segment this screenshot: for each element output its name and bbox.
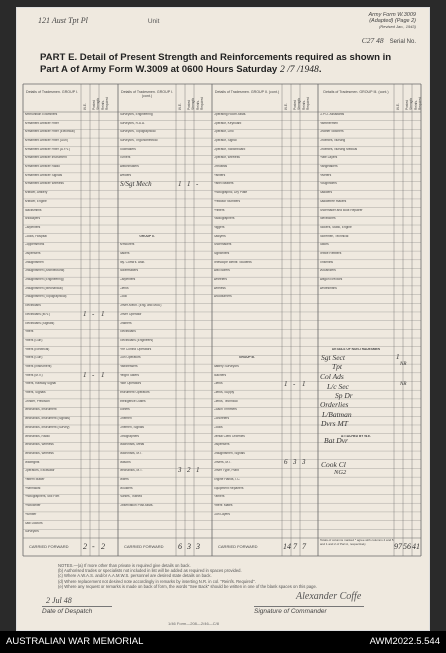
hand-cf1-reinf: 2 <box>101 542 105 551</box>
hand-drv-posted: 3 <box>293 457 297 466</box>
row-label: Equipment Repairers <box>213 486 244 490</box>
row-label: Storemen, Technical <box>319 234 349 238</box>
row-label: Coach Trimmers <box>213 408 237 412</box>
row-label: Linemen <box>119 417 132 421</box>
row-label: Mechanics, Wireless <box>24 451 54 455</box>
row-label: Orderlies, Nursing Medical <box>319 147 358 151</box>
subcolumn-header: Reinfs. Required <box>414 97 422 110</box>
row-label: Mechanics, Radio <box>24 434 50 438</box>
row-label: Observation Post Assts. <box>119 504 154 508</box>
row-label: Electricians <box>24 304 41 308</box>
row-label: Surveyors, Topographical <box>119 130 156 134</box>
row-label: Operator, Lino <box>213 130 234 134</box>
hand-cf1-we: 2 <box>83 542 87 551</box>
row-label: Riggers <box>213 225 225 229</box>
row-label: Plate Layers <box>319 156 338 160</box>
row-label: Gun Operators <box>119 356 141 360</box>
subcolumn-header: Posted Strength <box>405 97 413 110</box>
row-label: Fitters, Signals <box>24 391 46 395</box>
row-label: Saw Doctors <box>24 521 43 525</box>
row-label: Gun Layers <box>213 512 230 516</box>
subcolumn-header: Reinfs. Required <box>302 97 310 110</box>
row-label: Photographers, Still Film <box>24 495 60 499</box>
hand-cf3-reinf: 7 <box>302 542 306 551</box>
row-label: Cook <box>119 295 127 299</box>
hand-nr-1: NR <box>400 362 407 368</box>
row-label: Operator, Signal <box>213 138 237 142</box>
row-label: Armament Artificer Signals <box>24 173 63 177</box>
row-label: Hide Operators <box>119 382 142 386</box>
column-header-2: Details of Tradesmen. GROUP I. (cont.) <box>120 90 174 99</box>
serial-value: C27 48 <box>361 36 384 45</box>
row-label: Cooks, Hospital <box>24 234 47 238</box>
row-label: Turners <box>119 156 131 160</box>
hand-grp2-posted: 2 <box>187 466 191 475</box>
row-label: Fitters, Railway Signal <box>24 382 57 386</box>
row-label: Millwrights <box>24 460 40 464</box>
row-label: Mechanics, Instrument (Survey) <box>24 425 70 429</box>
serial-label: Serial No. <box>389 39 416 45</box>
row-label: Armament Artificer Radio <box>24 165 60 169</box>
row-label: Driver-Mech. (Eng. and Mod.) <box>119 304 162 308</box>
hand-clerk-posted: - <box>293 379 296 388</box>
form-ref-line-3: (Revised Jan., 1943) <box>379 24 416 29</box>
hand-elec-we: 1 <box>83 309 87 318</box>
row-label: Armament Artificer Fitter (Gun) <box>24 138 68 142</box>
row-label: Roughriders <box>319 182 337 186</box>
row-label: Bty. Comd's. Asst. <box>119 260 146 264</box>
hand-mech-label: S/Sgt Mech <box>120 179 152 188</box>
row-label: Artificer, Engine <box>24 199 47 203</box>
row-label: Electricians <box>119 330 136 334</box>
carried-forward-label: CARRIED FORWARD <box>29 544 69 549</box>
row-label: Clerks <box>119 286 129 290</box>
row-label: Clerks, Supply <box>213 391 235 395</box>
column-header-4: Details of Tradesmen. GROUP III. (cont.) <box>323 90 389 94</box>
row-label: Electricians (M.V.) <box>24 312 51 316</box>
row-label: Fire Control Operators <box>119 347 152 351</box>
row-label: Mechanics, M.T. <box>119 469 143 473</box>
hand-total-reinf: 41 <box>412 542 420 551</box>
row-label: Signwriters <box>213 252 230 255</box>
caption-left: AUSTRALIAN WAR MEMORIAL <box>6 636 144 647</box>
row-label: Textile Refitters <box>319 252 342 255</box>
row-label: Armourers <box>119 243 135 247</box>
hand-cf1-posted: - <box>92 542 95 551</box>
totals-note: Totals of columns marked * agree with columns 4 and 5 and 1 and 2 of Part A, respectively <box>320 539 394 546</box>
row-label: Masons <box>119 460 131 464</box>
row-label: Lithographers <box>119 434 139 438</box>
hand-nt-2: Tpt <box>332 362 343 372</box>
row-label: Engine Hands, I.C. <box>213 478 241 482</box>
hand-drv-reinf: 3 <box>302 457 306 466</box>
row-label: Radiographers <box>213 217 235 221</box>
row-label: Mechanics, Instrument (Signals) <box>24 417 71 421</box>
row-label: Pharmacist <box>24 486 41 490</box>
note-e: (e) Where any request or remarks is made on back of form, the words "See Back" should be written in one of the blank spaces on this page. <box>58 583 318 589</box>
row-label: Clerks, Technical <box>213 399 238 403</box>
row-label: Rangetakers <box>319 165 338 169</box>
row-label: Electricians (Signals) <box>24 321 55 325</box>
subcolumn-header: W.E. <box>396 103 400 110</box>
row-label: Photographic, Dry Plate <box>213 191 248 195</box>
row-label: Hairdressers <box>119 365 138 369</box>
row-label: Intelligence Duties <box>119 399 146 403</box>
row-label: Draughtsmen (Engineering) <box>24 278 64 282</box>
form-ref-line-1: Army Form W.3009 <box>368 12 416 18</box>
row-label: Fitters' Mates <box>213 504 233 508</box>
subcolumn-header: Posted Strength <box>187 97 195 110</box>
row-label: Hammermen <box>319 121 338 125</box>
hand-total-we: 97 <box>394 542 402 551</box>
row-label: Toolmakers <box>119 147 136 151</box>
row-label: Armament Artificer Fitter (Electrical) <box>24 130 75 134</box>
note-a: NOTES.—(a) If more other than private is required give details on back. <box>58 563 191 568</box>
row-label: Bakers <box>119 252 130 255</box>
row-label: Saddletree makers <box>319 199 347 203</box>
row-label: Draughtsmen (Mechanical) <box>24 286 63 290</box>
row-label: Armament Artificer Fitter <box>24 121 59 125</box>
hand-nt-5: Sp Dr <box>335 391 353 401</box>
row-label: Electricians (Engineers) <box>119 338 154 342</box>
row-label: Riveters <box>319 173 332 177</box>
hand-mech-reinf: - <box>196 179 199 188</box>
row-label: Stokers, Static, Engine <box>319 225 352 229</box>
row-label: Butchers <box>213 373 227 377</box>
row-label: Draughtsmen (Topographical) <box>24 295 67 299</box>
row-label: Wireless <box>213 286 226 290</box>
row-label: Armament Artificer Wireless <box>24 182 64 186</box>
row-label: Dispensers <box>213 443 230 447</box>
hand-cf3-we: 14 <box>283 542 291 551</box>
row-label: Battery Surveyors <box>213 365 239 369</box>
row-label: Leather Stitchers <box>319 130 344 134</box>
subcolumn-header: Posted Strength <box>92 97 100 110</box>
row-label: GROUP II. <box>139 234 155 238</box>
row-label: Fitters <box>24 330 34 334</box>
subcolumn-header: Reinfs. Required <box>196 97 204 110</box>
row-label: Cooks <box>213 425 223 429</box>
signature-label: Signature of Commander <box>254 606 364 615</box>
title-date: 2 /7 /1948 <box>279 64 319 75</box>
column-header-3: Details of Tradesmen. GROUP II. (cont.) <box>214 90 280 94</box>
row-label: G.P.O. Assistants <box>319 112 345 116</box>
row-label: Machinists, Metal <box>119 443 145 447</box>
row-label: Nurses, Trained <box>119 495 142 499</box>
hand-grp2-we: 3 <box>178 466 182 475</box>
hand-cf3-posted: 7 <box>293 542 297 551</box>
hand-nt-1b: 1 <box>396 353 400 362</box>
row-label: Instrument Operators <box>119 391 150 395</box>
row-label: Joiners <box>119 408 130 412</box>
hand-elec-reinf: 1 <box>101 309 105 318</box>
hand-nt-4: L/c Sec <box>327 381 349 391</box>
row-label: Wagon Erectors <box>319 278 343 282</box>
row-label: Surveyors <box>24 530 39 534</box>
caption-bar <box>0 631 446 653</box>
row-label: Surveyors, R.A.A. <box>119 121 145 125</box>
row-label: Operating Room Assts. <box>213 112 247 116</box>
unit-value: 121 Aust Tpt Pl <box>38 16 88 25</box>
row-label: Wheelers <box>213 278 227 282</box>
row-label: Ammunition Examiners <box>24 112 58 116</box>
title-main: PART E. Detail of Present Strength and Reinforcements required as shown in Part A of Army Form W.3009 at 0600 Hours Saturday <box>40 52 392 75</box>
row-label: Blacksmiths <box>24 208 42 212</box>
hand-cf2-reinf: 3 <box>196 542 200 551</box>
carried-forward-label: CARRIED FORWARD <box>124 544 164 549</box>
hand-fitmv-we: 1 <box>83 370 87 379</box>
row-label: Mechanics, Instrument <box>24 408 57 412</box>
title-end: . <box>318 64 322 75</box>
row-label: Fitters (Instrument) <box>24 365 52 369</box>
row-label: GROUP III. <box>238 356 256 360</box>
hand-nt-10: Cook Cl <box>321 459 346 469</box>
row-label: Carpenters <box>119 278 136 282</box>
row-label: Wall Borers <box>213 269 230 273</box>
hand-cf2-we: 6 <box>178 542 182 551</box>
row-label: Painters <box>213 173 226 177</box>
hand-mech-we: 1 <box>178 179 182 188</box>
print-line: 1/46 Form—208—2/46—C/8 <box>168 621 219 626</box>
row-label: Draughtsmen, Signals <box>213 451 245 455</box>
row-label: Fitters (Electrical) <box>24 347 50 351</box>
hand-cf2-posted: 3 <box>187 542 191 551</box>
hand-nt-8: Dvrs MT <box>321 419 348 429</box>
row-label: Operator, Switchboard <box>213 147 246 151</box>
row-label: Linemen, Signals <box>119 425 144 429</box>
row-label: Printers <box>213 208 225 212</box>
row-label: Orderlies, Nursing <box>319 138 346 142</box>
note-c: (c) Where A.W.A.S. and/or A.A.M.W.S. personnel are desired state details on back. <box>58 573 212 579</box>
row-label: Saddlers <box>319 191 333 195</box>
row-label: Farriers <box>213 495 225 499</box>
row-label: Operators, Excavator <box>24 469 55 473</box>
note-b: (b) Authorised trades or specialists not included in list will be added as required in spaces provided. <box>58 568 242 574</box>
subcolumn-header: W.E. <box>284 103 288 110</box>
row-label: Clerks <box>213 382 223 386</box>
row-label: Panel Beaters <box>213 182 234 186</box>
row-label: Drivers, M.T. <box>213 460 232 464</box>
hand-clerk-we: 1 <box>284 379 288 388</box>
row-label: DETAILS OF NON-TRADESMEN <box>332 347 380 351</box>
commander-signature: Alexander Coffe <box>296 591 362 602</box>
despatch-date: 2 Jul 48 <box>46 596 72 605</box>
hand-nt-11: NG2 <box>334 469 347 477</box>
row-label: Shoemaker and Boot Repairer <box>319 208 363 212</box>
row-label: Telescope Identif. Students <box>213 260 252 264</box>
row-label: Stevedores <box>319 217 336 221</box>
caption-right: AWM2022.5.544 <box>369 636 440 647</box>
row-label: Whitesmiths <box>319 286 337 290</box>
row-label: Shoemakers <box>213 243 232 247</box>
hand-drv-we: 6 <box>284 457 288 466</box>
row-label: Concreters <box>213 417 230 421</box>
row-label: Photowriter <box>24 504 41 508</box>
row-label: Height Takers <box>119 373 139 377</box>
column-header-1: Details of Tradesmen. GROUP I. <box>25 90 79 94</box>
row-label: Plumber <box>24 512 37 516</box>
hand-clerk-reinf: 1 <box>302 379 306 388</box>
hand-grp2-reinf: 1 <box>196 466 200 475</box>
row-label: Sawyers <box>213 234 226 238</box>
row-label: Grinder, Precision <box>24 399 50 403</box>
row-label: Moulders <box>119 486 133 490</box>
hand-nt-9: Bat Dvr <box>324 435 348 445</box>
hand-elec-posted: - <box>92 309 95 318</box>
row-label: Vulcanizers <box>319 269 336 273</box>
row-label: Predictor Numbers <box>213 199 241 203</box>
subcolumn-header: Reinfs. Required <box>101 97 109 110</box>
note-d: (d) Where replacement not desired note accordingly in remarks by inserting N.R. in col. "Reinfs. Required". <box>58 578 256 584</box>
row-label: ATTACHED BY W.E. <box>341 434 371 438</box>
row-label: Artificer, Artillery <box>24 191 48 195</box>
row-label: Boilermakers <box>119 269 139 273</box>
row-label: Pattern Maker <box>24 478 45 482</box>
hand-mech-posted: 1 <box>187 179 191 188</box>
hand-total-posted: 56 <box>403 542 411 551</box>
row-label: Operator, Keyboard <box>213 121 242 125</box>
row-label: Driver Type, Plant <box>213 469 239 473</box>
hand-fitmv-posted: - <box>92 370 95 379</box>
row-label: Draughtsmen <box>24 260 44 264</box>
hand-nt-1: Sgt Sect <box>321 353 345 363</box>
row-label: Fitters (Gun) <box>24 338 43 342</box>
carried-forward-label: CARRIED FORWARD <box>218 544 258 549</box>
row-label: Tinsmiths <box>319 260 334 264</box>
row-label: Dispensers <box>24 252 41 255</box>
notes <box>58 563 358 589</box>
row-label: Carpenters <box>24 225 41 229</box>
row-label: Tailors <box>319 243 329 247</box>
despatch-label: Date of Despatch <box>42 606 112 615</box>
row-label: Watchmakers <box>119 165 139 169</box>
row-label: Orthotists <box>213 165 228 169</box>
row-label: Mechanics, Wireless <box>24 443 54 447</box>
row-label: Millers <box>119 478 129 482</box>
row-label: Surveyors, Engineering <box>119 112 153 116</box>
subcolumn-header: W.E. <box>178 103 182 110</box>
unit-label: Unit <box>147 18 160 25</box>
subcolumn-header: W.E. <box>83 103 87 110</box>
row-label: Coppersmiths <box>24 243 45 247</box>
row-label: Armament Artificer Fitter (A.F.V.) <box>24 147 71 151</box>
row-label: Machinists, M.T. <box>119 451 143 455</box>
row-label: Operator, Wireless <box>213 156 240 160</box>
row-label: Bricklayers <box>24 217 41 221</box>
row-label: Woodturners <box>213 295 232 299</box>
hand-nt-6: Orderlies <box>320 399 349 409</box>
row-label: Dental Clerk Orderlies <box>213 434 245 438</box>
form-ref-line-2: (Adapted) (Page 2) <box>369 18 416 24</box>
row-label: Armament Artificer Instrument <box>24 156 67 160</box>
row-label: Fitters (Gun) <box>24 356 43 360</box>
subcolumn-header: Posted Strength <box>293 97 301 110</box>
row-label: Draughtsmen (Architectural) <box>24 269 65 273</box>
hand-nt-3: Col Ads <box>320 371 344 381</box>
row-label: Drainers <box>119 321 132 325</box>
hand-fitmv-reinf: 1 <box>101 370 105 379</box>
hand-nr-2: NR <box>400 381 407 387</box>
row-label: Driver Operator <box>119 312 142 316</box>
hand-nt-7: L/Batman <box>322 409 352 419</box>
row-label: Fitters (M.V.) <box>24 373 43 377</box>
row-label: Welders <box>119 173 132 177</box>
row-label: Surveyors, Trigonometrical <box>119 138 158 142</box>
